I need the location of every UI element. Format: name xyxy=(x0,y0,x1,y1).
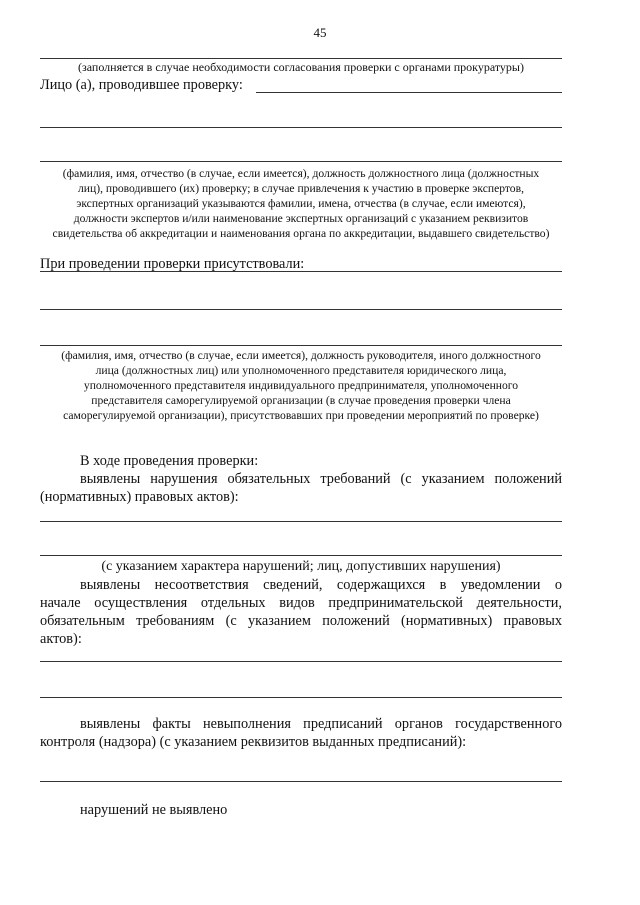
nonfulfillment-line xyxy=(40,781,562,782)
mismatch-text-l2: начале осуществления отдельных видов предпринимательской деятельности, xyxy=(40,595,562,611)
inspector-line-3 xyxy=(40,161,562,162)
violations-text-l2: (нормативных) правовых актов): xyxy=(40,489,239,505)
nonfulfillment-text-l1: выявлены факты невыполнения предписаний органов государственного xyxy=(80,716,562,732)
violations-line-1 xyxy=(40,521,562,522)
violations-text-l1: выявлены нарушения обязательных требований (с указанием положений xyxy=(80,471,562,487)
inspector-line-1 xyxy=(256,92,562,93)
nonfulfillment-text-l2: контроля (надзора) (с указанием реквизитов выданных предписаний): xyxy=(40,734,467,750)
present-label: При проведении проверки присутствовали: xyxy=(40,256,305,272)
mismatch-text-l1: выявлены несоответствия сведений, содержащихся в уведомлении о xyxy=(80,577,562,593)
page-number: 45 xyxy=(313,25,327,40)
violations-line-2 xyxy=(40,555,562,556)
violations-caption: (с указанием характера нарушений; лиц, допустивших нарушения) xyxy=(101,559,501,574)
divider-line xyxy=(40,58,562,59)
inspector-label: Лицо (а), проводившее проверку: xyxy=(40,77,243,93)
mismatch-text-l3: обязательным требованиям (с указанием положений (нормативных) правовых xyxy=(40,613,562,629)
findings-intro: В ходе проведения проверки: xyxy=(80,453,259,469)
present-line-2 xyxy=(40,309,562,310)
mismatch-text-l4: актов): xyxy=(40,631,82,647)
mismatch-line-2 xyxy=(40,697,562,698)
no-violations-text: нарушений не выявлено xyxy=(80,802,228,818)
present-line-1 xyxy=(40,271,562,272)
mismatch-line-1 xyxy=(40,661,562,662)
present-line-3 xyxy=(40,345,562,346)
present-caption: (фамилия, имя, отчество (в случае, если имеется), должность руководителя, иного должностного лица (должностных лиц) или уполномоченного представителя юридического лица, уполномоченного представителя индивидуального предпринимателя, уполномоченного представителя саморегулируемой организации (в случае проведения проверки члена саморегулируемой организации), присутствовавших при проведении мероприятий по проверке) xyxy=(61,349,541,422)
prosecutor-note: (заполняется в случае необходимости согласования проверки с органами прокуратуры) xyxy=(78,60,524,74)
inspector-line-2 xyxy=(40,127,562,128)
inspector-caption: (фамилия, имя, отчество (в случае, если имеется), должность должностного лица (должностных лиц), проводившего (их) проверку; в случае привлечения к участию в проверке экспертов, экспертных организаций указываются фамилии, имена, отчества (в случае, если имеются), должности экспертов и/или наименование экспертных организаций с указанием реквизитов свидетельства об аккредитации и наименования органа по аккредитации, выдавшего свидетельство) xyxy=(52,167,550,240)
